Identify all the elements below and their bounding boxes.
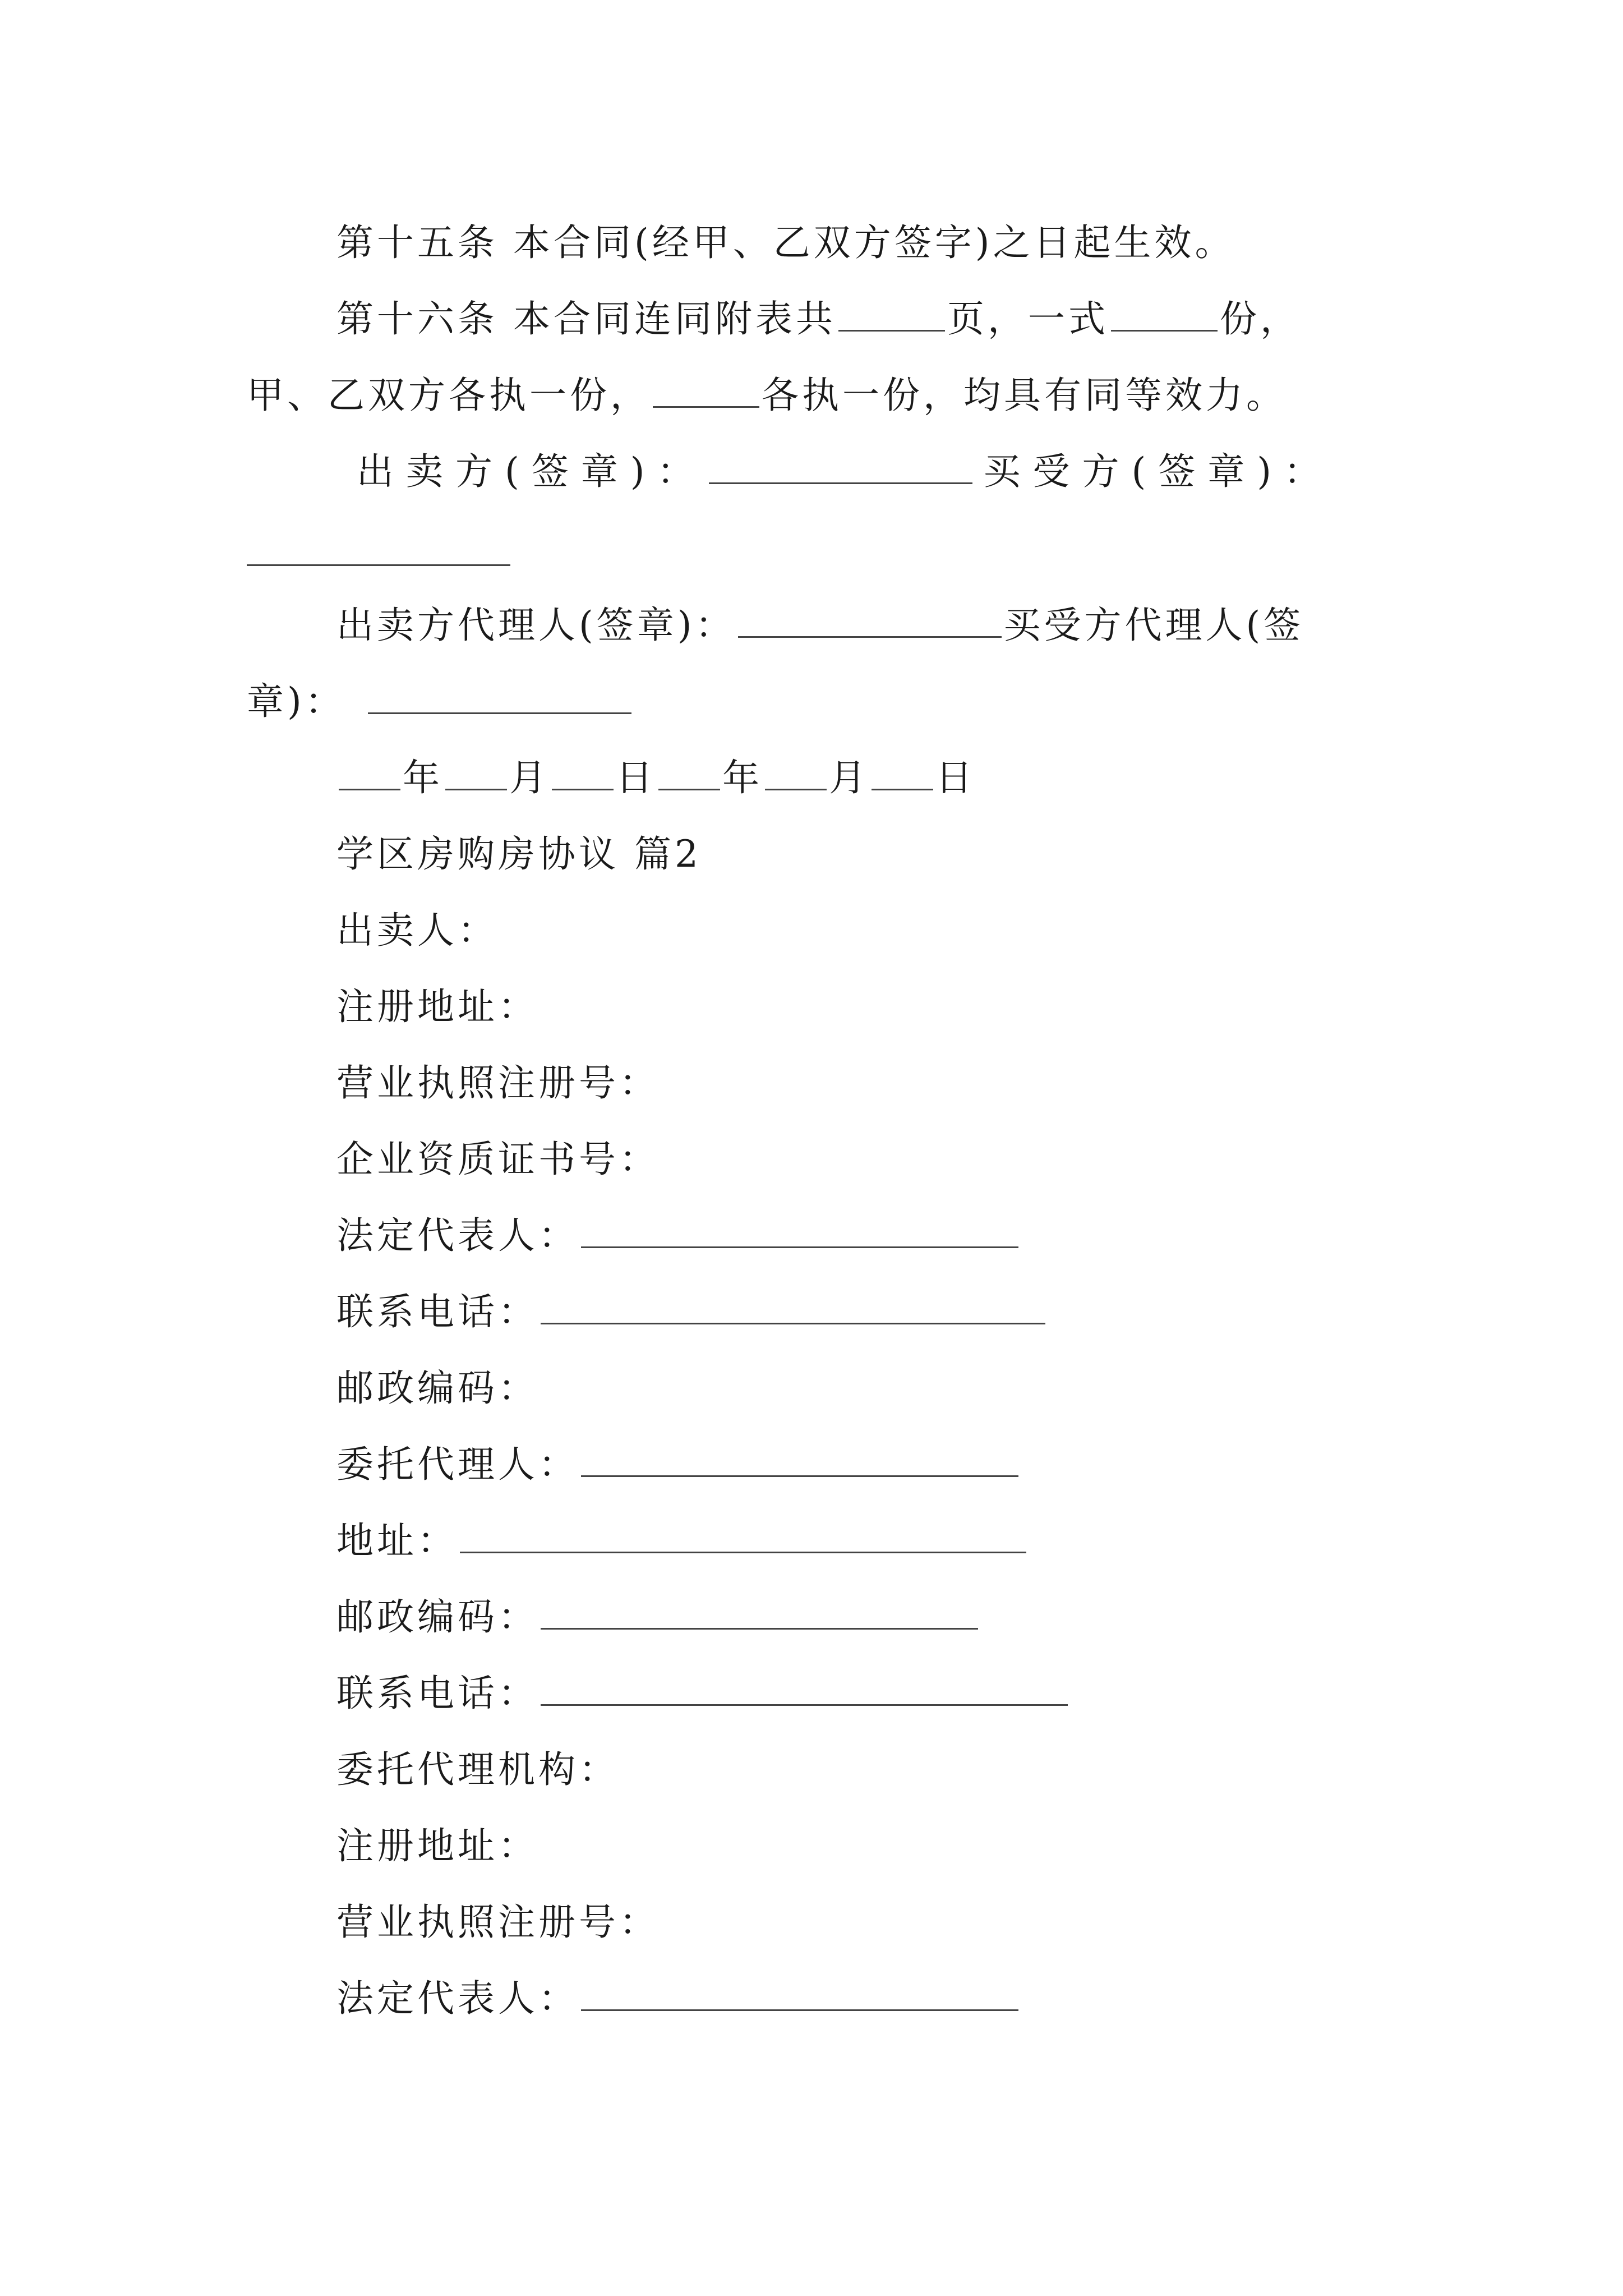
article-15 (336, 218, 1235, 268)
field-seller (336, 905, 498, 956)
buyer-agent-label-a: 买受方代理人(签 (1003, 604, 1304, 647)
day-blank-1[interactable] (552, 754, 614, 790)
buyer-signature-label: 买受方(签章)： (983, 450, 1333, 493)
buyer-agent-blank[interactable] (368, 678, 631, 714)
phone-2-blank[interactable] (541, 1669, 1068, 1706)
field-phone-2 (336, 1668, 1070, 1719)
agent-signature-line (336, 600, 1304, 651)
month-label-1: 月 (509, 756, 550, 799)
field-qualification-no (336, 1134, 660, 1185)
agent-blank[interactable] (581, 1441, 1018, 1477)
buyer-agent-label-b: 章)： (247, 680, 345, 723)
seller-agent-blank[interactable] (738, 601, 1002, 638)
field-license-no (336, 1058, 660, 1108)
field-agency (336, 1745, 619, 1795)
day-label-2: 日 (935, 756, 976, 799)
article-16-text-4: 甲、乙双方各执一份， (247, 374, 651, 417)
field-reg-address-2-label: 注册地址： (336, 1824, 538, 1867)
field-phone (336, 1287, 1048, 1337)
field-legal-rep (336, 1211, 1021, 1261)
field-license-no-2 (336, 1897, 660, 1948)
field-legal-rep-label: 法定代表人： (336, 1214, 579, 1257)
day-label-1: 日 (616, 756, 656, 799)
agent-signature-line-2 (247, 677, 634, 727)
seller-agent-label: 出卖方代理人(签章)： (336, 604, 736, 647)
section-2-title (336, 829, 702, 880)
legal-rep-blank[interactable] (581, 1212, 1018, 1248)
article-16-line-2 (247, 370, 1287, 421)
seller-signature-blank[interactable] (709, 448, 972, 484)
field-agency-label: 委托代理机构： (336, 1748, 619, 1791)
pages-blank[interactable] (838, 295, 945, 332)
year-blank-1[interactable] (339, 754, 400, 790)
section-2-title-text: 学区房购房协议 篇2 (336, 832, 702, 876)
day-blank-2[interactable] (872, 754, 933, 790)
field-reg-address (336, 982, 538, 1032)
article-16-text-2: 页，一式 (947, 297, 1109, 341)
field-postcode-label: 邮政编码： (336, 1366, 538, 1410)
field-phone-label: 联系电话： (336, 1290, 538, 1333)
field-postcode-2 (336, 1592, 980, 1642)
address-blank[interactable] (460, 1517, 1026, 1553)
article-16-text-3: 份， (1219, 297, 1301, 341)
other-party-blank[interactable] (653, 371, 759, 408)
field-license-no-label: 营业执照注册号： (336, 1061, 660, 1105)
field-reg-address-2 (336, 1821, 538, 1871)
signature-line (357, 447, 1333, 497)
seller-signature-label: 出卖方(签章)： (357, 450, 707, 493)
year-label-1: 年 (403, 756, 443, 799)
field-agent-label: 委托代理人： (336, 1443, 579, 1486)
field-address (336, 1516, 1029, 1566)
month-label-2: 月 (829, 756, 869, 799)
field-legal-rep-2-label: 法定代表人： (336, 1977, 579, 2020)
field-address-label: 地址： (336, 1519, 458, 1562)
legal-rep-2-blank[interactable] (581, 1975, 1018, 2011)
year-label-2: 年 (722, 756, 763, 799)
field-qualification-no-label: 企业资质证书号： (336, 1138, 660, 1181)
field-legal-rep-2 (336, 1973, 1021, 2024)
article-16-text-5: 各执一份，均具有同等效力。 (762, 374, 1287, 417)
field-seller-label: 出卖人： (336, 909, 498, 952)
article-16-text-1: 第十六条 本合同连同附表共 (336, 297, 836, 341)
month-blank-2[interactable] (765, 754, 827, 790)
article-15-text: 第十五条 本合同(经甲、乙双方签字)之日起生效。 (336, 221, 1235, 264)
article-16-line-1 (336, 294, 1301, 344)
field-phone-2-label: 联系电话： (336, 1672, 538, 1715)
field-postcode-2-label: 邮政编码： (336, 1595, 538, 1639)
postcode-2-blank[interactable] (541, 1593, 978, 1630)
copies-blank[interactable] (1111, 295, 1218, 332)
date-line (336, 753, 976, 803)
month-blank-1[interactable] (445, 754, 507, 790)
field-license-no-2-label: 营业执照注册号： (336, 1901, 660, 1944)
field-postcode (336, 1363, 538, 1414)
phone-blank[interactable] (541, 1288, 1045, 1324)
field-reg-address-label: 注册地址： (336, 985, 538, 1028)
field-agent (336, 1439, 1021, 1490)
year-blank-2[interactable] (658, 754, 720, 790)
buyer-signature-blank[interactable] (247, 562, 510, 566)
